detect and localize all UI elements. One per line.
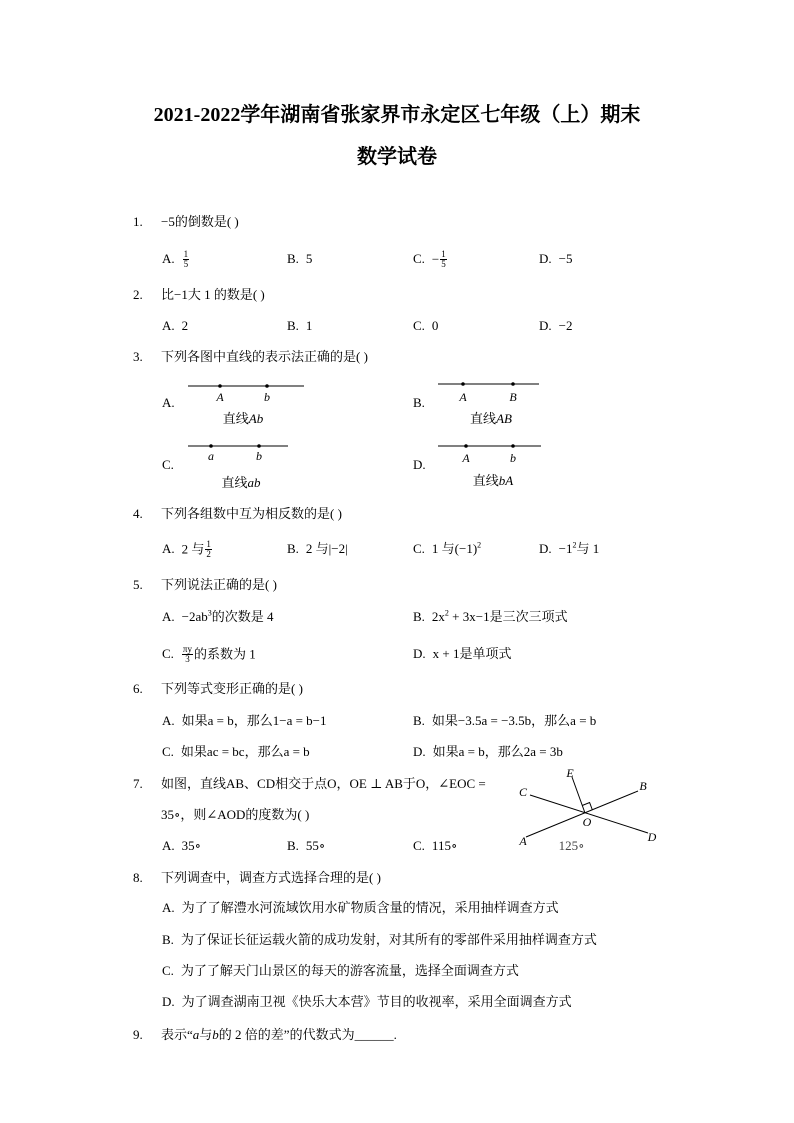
stem-end: .: [393, 1027, 397, 1042]
option-text: 如果−3.5a = −3.5b，那么a = b: [431, 713, 597, 728]
q3-figures: [180, 375, 560, 495]
title-line-1: 2021-2022学年湖南省张家界市永定区七年级（上）期末: [153, 104, 641, 126]
q4-option-c: [413, 541, 481, 557]
point-label: b: [510, 451, 516, 465]
option-label: C.: [413, 318, 425, 333]
q3-number: 3.: [133, 349, 143, 364]
q3-option-c-label: C.: [162, 457, 174, 472]
q6-option-a: [162, 713, 327, 729]
point-label-e: E: [566, 766, 574, 780]
q2-option-d: [539, 318, 572, 334]
option-label: D.: [539, 251, 552, 266]
option-label: A.: [162, 541, 175, 557]
q2-stem: 比−1大 1 的数是( ): [161, 287, 265, 302]
caption-text: 直线: [221, 475, 248, 490]
q1-stem: −5的倒数是( ): [161, 214, 239, 229]
q7-stem-line-2: 35∘，则∠AOD的度数为( ): [161, 807, 310, 822]
option-label: B.: [287, 318, 299, 333]
option-text: 2x: [431, 609, 445, 624]
denominator: 3: [185, 654, 190, 664]
option-label: B.: [287, 541, 299, 556]
q5-number: 5.: [133, 577, 143, 592]
q7-option-c: [413, 838, 457, 854]
option-label: A.: [162, 251, 175, 267]
q3-option-a-label: A.: [162, 395, 175, 410]
q2-number: 2.: [133, 287, 143, 302]
option-text: 如果a = b，那么1−a = b−1: [181, 713, 327, 728]
option-text: 为了保证长征运载火箭的成功发射，对其所有的零部件采用抽样调查方式: [180, 932, 597, 947]
answer-blank: ______: [354, 1027, 394, 1042]
option-label: A.: [162, 609, 175, 624]
point: [511, 382, 515, 386]
option-text: 2 与: [181, 541, 205, 557]
caption-text: 直线: [222, 411, 249, 426]
q3-option-b-label: B.: [413, 395, 425, 410]
option-text-after: 的系数为 1: [193, 646, 256, 662]
option-label: C.: [162, 744, 174, 759]
option-text: 为了了解天门山景区的每天的游客流量，选择全面调查方式: [180, 963, 519, 978]
stem-text: 表示“: [161, 1027, 193, 1042]
q6-option-d: [413, 744, 563, 760]
figure-caption: [470, 411, 512, 426]
point: [257, 444, 261, 448]
point-label: A: [462, 451, 470, 465]
point: [464, 444, 468, 448]
q3-stem: 下列各图中直线的表示法正确的是( ): [161, 349, 368, 364]
point: [209, 444, 213, 448]
q8-stem: 下列调查中，调查方式选择合理的是( ): [161, 870, 381, 885]
numerator: 1: [441, 249, 446, 259]
option-label: D.: [539, 541, 552, 556]
q4-stem: 下列各组数中互为相反数的是( ): [161, 506, 342, 521]
option-text: 125∘: [558, 838, 585, 853]
fraction: [205, 540, 212, 559]
denominator: 2: [206, 549, 211, 559]
point: [218, 384, 222, 388]
option-text: 5: [305, 251, 313, 266]
option-label: B.: [413, 609, 425, 624]
q4-option-b: [287, 541, 348, 557]
ray-oe: [572, 777, 585, 813]
option-label: C.: [413, 541, 425, 556]
q3-figure-d: [438, 444, 541, 488]
option-text: 为了了解澧水河流域饮用水矿物质含量的情况，采用抽样调查方式: [181, 900, 559, 915]
numerator: 1: [206, 539, 211, 549]
q8-option-b: [162, 932, 597, 948]
q3-option-d-label: D.: [413, 457, 426, 472]
option-label: C.: [413, 251, 425, 267]
minus-sign: −: [431, 251, 440, 267]
point-label: A: [459, 390, 467, 404]
point-label-o: O: [582, 815, 592, 829]
option-text: 35∘: [181, 838, 202, 853]
option-label: C.: [162, 646, 174, 662]
option-label: B.: [287, 251, 299, 266]
q7-option-b: [287, 838, 325, 854]
option-label: D.: [162, 994, 175, 1009]
option-text: 55∘: [305, 838, 326, 853]
option-label: B.: [413, 713, 425, 728]
q5-option-a: [162, 609, 274, 625]
q1-number: 1.: [133, 214, 143, 229]
point: [511, 444, 515, 448]
option-text: −1: [558, 541, 573, 556]
option-label: B.: [162, 932, 174, 947]
point-label: b: [264, 390, 270, 404]
q4-number: 4.: [133, 506, 143, 521]
figure-caption: [223, 411, 264, 426]
option-text-after: 的次数是 4: [211, 609, 274, 624]
caption-text: 直线: [470, 411, 497, 426]
option-text: 1: [305, 318, 313, 333]
q6-option-c: [162, 744, 310, 760]
q6-stem: 下列等式变形正确的是( ): [161, 681, 303, 696]
numerator: 1: [183, 249, 189, 259]
q5-option-b: [413, 609, 568, 625]
point-label: B: [509, 390, 517, 404]
option-text: 为了调查湖南卫视《快乐大本营》节目的收视率，采用全面调查方式: [181, 994, 572, 1009]
point-label-a: A: [519, 834, 527, 848]
q1-option-c: [413, 251, 448, 270]
option-text-after: + 3x−1是三次三项式: [448, 609, 568, 624]
q8-option-a: [162, 900, 559, 916]
q6-number: 6.: [133, 681, 143, 696]
q2-option-c: [413, 318, 438, 334]
variable-b: b: [212, 1027, 219, 1042]
q7-figure: [510, 760, 670, 855]
point-label-d: D: [647, 830, 657, 844]
option-text-after: 与 1: [576, 541, 600, 556]
q3-figure-b: [438, 382, 539, 426]
point-label: a: [208, 449, 214, 463]
q3-figure-c: [188, 444, 288, 490]
fraction: [183, 250, 190, 269]
caption-var: Ab: [248, 411, 264, 426]
option-text: x + 1是单项式: [432, 646, 512, 661]
option-text: 如果a = b，那么2a = 3b: [432, 744, 563, 759]
q2-option-b: [287, 318, 312, 334]
option-text: −2ab: [181, 609, 208, 624]
q8-number: 8.: [133, 870, 143, 885]
option-text: 如果ac = bc，那么a = b: [180, 744, 310, 759]
caption-text: 直线: [472, 473, 499, 488]
caption-var: ab: [247, 475, 261, 490]
fraction: [182, 645, 193, 664]
point: [461, 382, 465, 386]
q1-option-d: [539, 251, 572, 267]
option-text: 0: [431, 318, 439, 333]
figure-caption: [221, 475, 261, 490]
q1-option-b: [287, 251, 312, 267]
denominator: 5: [183, 259, 189, 269]
q2-option-a: [162, 318, 188, 334]
caption-var: AB: [496, 411, 512, 426]
point: [265, 384, 269, 388]
option-text: 2: [181, 318, 189, 333]
numerator: πy: [182, 644, 192, 654]
option-text: −2: [558, 318, 573, 333]
stem-text: 与: [199, 1027, 213, 1042]
exponent: 2: [444, 608, 449, 618]
option-label: C.: [162, 963, 174, 978]
q7-stem-line-1: 如图，直线AB、CD相交于点O，OE ⊥ AB于O，∠EOC =: [161, 776, 486, 791]
option-label: A.: [162, 900, 175, 915]
option-text: 1 与(−1): [431, 541, 478, 556]
denominator: 5: [441, 259, 446, 269]
option-text: 115∘: [431, 838, 458, 853]
point-label: A: [216, 390, 224, 404]
title-line-2: 数学试卷: [357, 146, 437, 168]
exponent: 2: [572, 540, 577, 550]
option-label: C.: [413, 838, 425, 853]
option-label: D.: [539, 318, 552, 333]
option-label: A.: [162, 838, 175, 853]
q4-option-d: [539, 541, 599, 557]
option-label: D.: [413, 646, 426, 661]
stem-text: 的 2 倍的差”的代数式为: [218, 1027, 355, 1042]
q5-option-d: [413, 646, 511, 662]
exponent: 2: [477, 540, 482, 550]
exponent: 3: [207, 608, 212, 618]
option-label: D.: [413, 744, 426, 759]
point-label: b: [256, 449, 262, 463]
line-ab: [526, 791, 638, 837]
variable-a: a: [192, 1027, 200, 1042]
q8-option-c: [162, 963, 519, 979]
point-label-b: B: [639, 779, 647, 793]
option-text: −5: [558, 251, 573, 266]
point-label-c: C: [518, 785, 528, 799]
q6-option-b: [413, 713, 596, 729]
q1-option-a: [162, 251, 190, 270]
option-label: A.: [162, 318, 175, 333]
option-label: B.: [287, 838, 299, 853]
fraction: [440, 250, 447, 269]
q4-option-a: [162, 541, 213, 560]
figure-caption: [473, 473, 514, 488]
caption-var: bA: [498, 473, 514, 488]
option-text: 2 与|−2|: [305, 541, 348, 556]
q9-number: 9.: [133, 1027, 143, 1042]
q9-stem: [161, 1027, 397, 1043]
q8-option-d: [162, 994, 572, 1010]
q7-option-a: [162, 838, 201, 854]
q3-figure-a: [188, 384, 304, 426]
q5-option-c: [162, 646, 256, 665]
q7-number: 7.: [133, 776, 143, 791]
option-label: A.: [162, 713, 175, 728]
q5-stem: 下列说法正确的是( ): [161, 577, 277, 592]
